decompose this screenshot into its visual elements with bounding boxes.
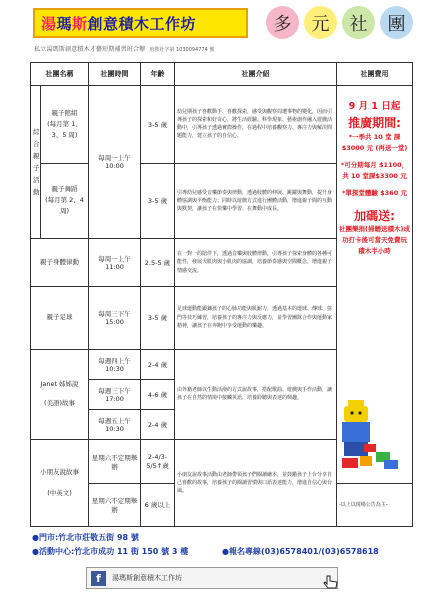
course-name <box>41 163 89 239</box>
course-age: 2.5-5 歲 <box>141 239 175 287</box>
course-name <box>31 349 89 440</box>
title-char-2: 瑪 <box>56 14 73 33</box>
header-name: 社團名稱 <box>31 63 89 86</box>
fee-bonus-title: 加碼送: <box>354 208 395 223</box>
course-name <box>41 85 89 163</box>
course-time: 每周三下午 15:00 <box>89 286 141 349</box>
title-char-3: 斯 <box>72 14 88 33</box>
fee-date: 9 月 1 日起 <box>348 100 401 112</box>
course-sub: (中英文) <box>47 489 72 498</box>
course-intro: 在一對一的陪伴下，透過音樂與肢體律動，引導孩子探索身體的各種可能性，發展大肌肉與小肌肉的協調，培養節奏感與空間概念，增進親子情感交流。 <box>175 239 337 287</box>
course-time: 星期六不定期舉辦 <box>89 483 141 526</box>
category-label: 綜合親子活動 <box>31 85 41 239</box>
fee-promo: 推廣期間: <box>348 115 401 130</box>
course-intro: 由外籍老師以生動活潑的方式說故事，搭配歌曲、遊戲與手作活動，讓孩子在自然的情境中接觸英語，培養聆聽與表達的興趣。 <box>175 349 337 440</box>
course-intro: 引導幼兒感受音樂節奏與律動，透過肢體的伸展、跳躍與舞動，提升身體協調與平衡能力；同時以遊戲方式進行團體活動，增進親子間的互動與默契，讓孩子在快樂中學習、在舞動中成長。 <box>175 163 337 239</box>
course-name: 親子身體律動 <box>31 239 89 287</box>
facebook-icon: f <box>91 571 106 586</box>
table-header-row <box>31 63 413 86</box>
course-name <box>31 440 89 527</box>
table-row <box>31 85 413 163</box>
center-address: ●活動中心:竹北市成功 11 街 150 號 3 樓 <box>32 547 189 556</box>
subtitle <box>34 44 214 53</box>
course-age: 6 歲以上 <box>141 483 175 526</box>
header-time: 社團時間 <box>89 63 141 86</box>
course-sub: (每月第 1、3、5 周) <box>47 119 82 139</box>
course-title: 小朋友說故事 <box>40 468 79 477</box>
title-rest: 創意積木工作坊 <box>87 14 197 33</box>
bubble-she: 社 <box>342 6 375 39</box>
bubble-tuan: 團 <box>380 6 413 39</box>
course-age: 3-5 歲 <box>141 286 175 349</box>
course-time: 每週五上午 10:30 <box>89 410 141 440</box>
course-age: 2-4/3-5/5↑歲 <box>141 440 175 483</box>
subtitle-license: 府教社字第 1030094774 號 <box>149 47 215 53</box>
course-time: 每周一上午 10:00 <box>89 85 141 239</box>
fee-note: -以上以現場公告為主- <box>337 483 413 526</box>
course-age: 2-4 歲 <box>141 410 175 440</box>
bubble-yuan: 元 <box>304 6 337 39</box>
fee-gift: 社團樂捐(掃贈送積木)成功打卡後可當天免費玩積木半小時 <box>339 224 410 255</box>
fee-item: *可分期每月 $1100，共 10 堂課$3300 元 <box>340 160 409 180</box>
header-age: 年齡 <box>141 63 175 86</box>
header-fee: 社團費用 <box>337 63 413 86</box>
facebook-page-name: 湯瑪斯創意積木工作坊 <box>112 574 182 582</box>
course-age: 3-5 歲 <box>141 85 175 163</box>
course-age: 3-5 歲 <box>141 163 175 239</box>
course-intro: 足球運動能鍛鍊孩子的心肺功能與肌耐力，透過基本的運球、傳球、射門等技巧練習，培養孩子的專注力與反應力，並學習團隊合作與運動家精神，讓孩子在奔跑中享受運動的樂趣。 <box>175 286 337 349</box>
course-sub: (美語)故事 <box>43 399 76 408</box>
title-char-1: 湯 <box>41 14 57 33</box>
facebook-bar[interactable] <box>86 567 338 589</box>
subtitle-org: 私立湯瑪斯創意積木才藝短期補習班合辦 <box>34 46 146 53</box>
course-intro: 幼兒期孩子喜歡動手、喜歡探索，感受與觀察周遭事物的變化，因而引導孩子的探索和好奇心，將生活經驗、科學現象、藝術創作融入遊戲活動中，引導孩子透過實際操作，在過程中培養觀察力、專注力與解決問題能力，建立孩子的自信心。 <box>175 85 337 163</box>
fee-item: *一季共 10 堂 課$3000 元 (再送一堂) <box>341 132 408 152</box>
course-time: 每週四上午 10:30 <box>89 349 141 379</box>
page-title <box>41 13 196 34</box>
phone-line: ●報名專線(03)6578401/(03)6578618 <box>222 547 379 556</box>
course-title: 親子舞蹈 <box>51 185 78 194</box>
course-sub: (每月第 2、4 周) <box>45 196 84 216</box>
bubble-duo: 多 <box>266 6 299 39</box>
lego-figure-icon <box>334 398 402 470</box>
course-title: 親子館組 <box>51 108 78 117</box>
course-time: 每周一上午 11:00 <box>89 239 141 287</box>
course-title: Janet 姊姊說 <box>40 380 79 389</box>
course-age: 2-4 歲 <box>141 349 175 379</box>
course-intro: 小朋友說故事活動由老師帶領孩子們閱讀繪本，並鼓勵孩子上台分享自己喜歡的故事，培養孩子的閱讀習慣與口語表達能力，增進自信心與台風。 <box>175 440 337 527</box>
course-time: 每週三下午 17:00 <box>89 379 141 409</box>
course-name: 親子足球 <box>31 286 89 349</box>
fee-item: *單探堂體驗 $360 元 <box>341 188 408 197</box>
course-time: 星期六不定期舉辦 <box>89 440 141 483</box>
course-age: 4-6 歲 <box>141 379 175 409</box>
store-address: ●門市:竹北市莊敬五街 98 號 <box>32 533 139 542</box>
hand-cursor-icon <box>322 574 340 590</box>
title-banner <box>33 8 248 38</box>
header-intro: 社團介紹 <box>175 63 337 86</box>
